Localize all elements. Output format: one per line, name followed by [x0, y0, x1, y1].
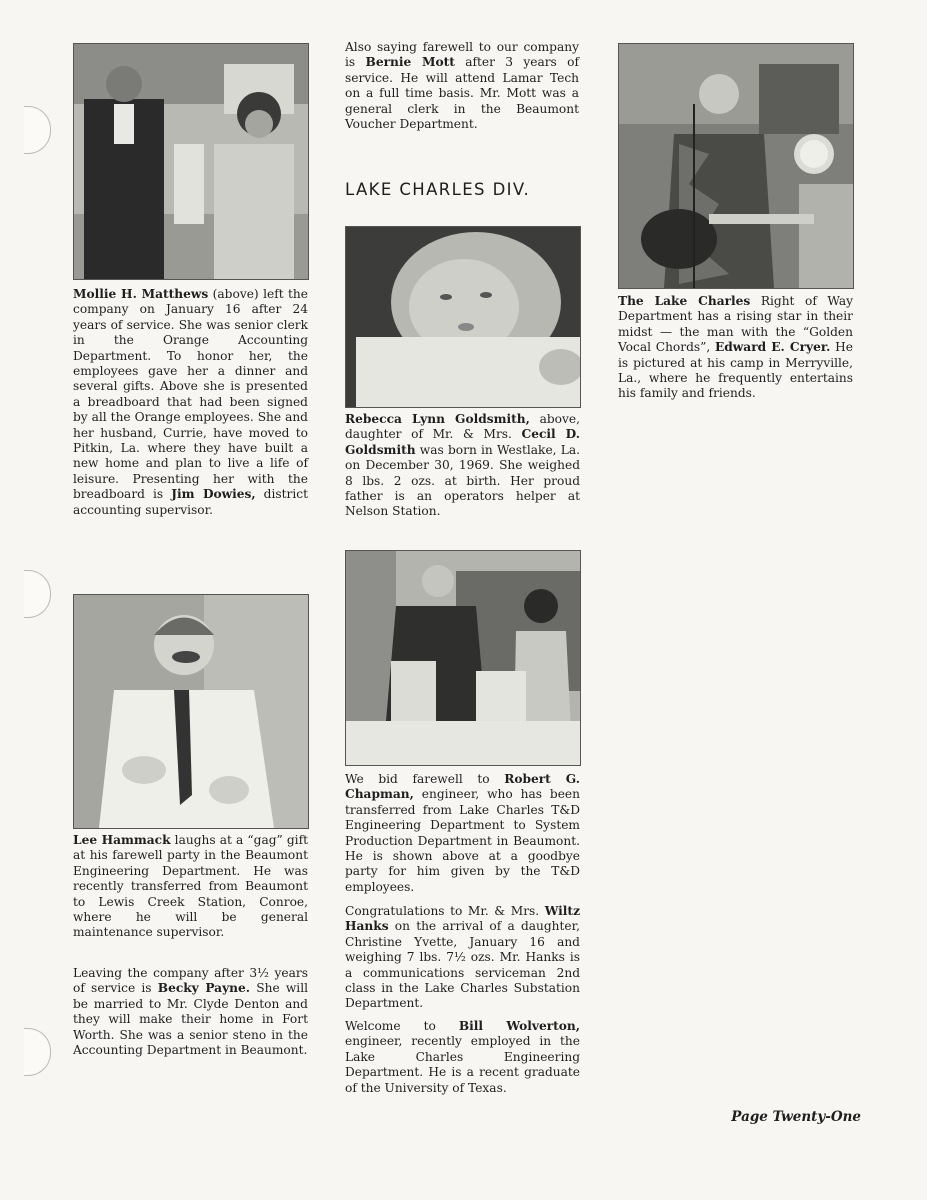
paragraph-mott	[345, 40, 579, 132]
caption-matthews-run: district accounting supervisor.	[73, 487, 308, 517]
punch-hole-bottom	[24, 1028, 51, 1076]
photo-matthews	[73, 43, 309, 280]
caption-goldsmith	[345, 412, 580, 520]
caption-matthews-run: Mollie H. Matthews	[73, 287, 209, 301]
caption-goldsmith-run: Rebecca Lynn Goldsmith,	[345, 412, 530, 426]
caption-hammack-run: Lee Hammack	[73, 833, 171, 847]
caption-chapman-run: Robert G. Chapman,	[345, 772, 581, 802]
punch-hole-top	[24, 106, 51, 154]
caption-chapman-run: We bid farewell to	[345, 772, 505, 786]
caption-mott-run: after 3 years of service. He will attend Lamar Tech on a full time basis. Mr. Mott was a general clerk in the Beaumont Voucher Department.	[345, 55, 580, 132]
caption-payne-run: Leaving the company after 3½ years of service is	[73, 966, 308, 996]
caption-matthews-run: Jim Dowies,	[171, 487, 256, 502]
caption-mott-run: Also saying farewell to our company is	[345, 40, 579, 70]
caption-hanks-run: Congratulations to Mr. & Mrs.	[345, 904, 545, 918]
section-heading: LAKE CHARLES DIV.	[345, 180, 531, 199]
caption-mott-run: Bernie Mott	[365, 55, 455, 70]
caption-payne-run: She will be married to Mr. Clyde Denton and they will make their home in Fort Worth. She was a senior steno in the Accounting Department in Beaumont.	[73, 981, 308, 1058]
caption-wolverton-run: Welcome to	[345, 1019, 459, 1033]
caption-hammack-run: laughs at a “gag” gift at his farewell party in the Beaumont Engineering Department. He was recently transferred from Beaumont to Lewis Creek Station, Conroe, where he will be general maintenance supervisor.	[73, 833, 308, 940]
photo-hammack	[73, 594, 309, 829]
caption-hammack	[73, 833, 308, 941]
caption-hanks-run: on the arrival of a daughter, Christine Yvette, January 16 and weighing 7 lbs. 7½ ozs. Mr. Hanks is a communications serviceman 2nd class in the Lake Charles Substation Department.	[345, 919, 580, 1011]
caption-matthews-run: (above) left the company on January 16 after 24 years of service. She was senior clerk in the Orange Accounting Department. To honor her, the employees gave her a dinner and several gifts. Above she is presented a breadboard that had been signed by all the Orange employees. She and her husband, Currie, have moved to Pitkin, La. where they have built a new home and plan to live a life of leisure. Presenting her with the breadboard is	[73, 287, 308, 502]
photo-cryer	[618, 43, 854, 289]
punch-hole-middle	[24, 570, 51, 618]
paragraph-wolverton	[345, 1019, 580, 1096]
paragraph-hanks	[345, 904, 580, 1012]
caption-wolverton-run: Bill Wolverton,	[458, 1019, 580, 1033]
caption-goldsmith-run: Cecil D. Goldsmith	[345, 427, 581, 457]
caption-wolverton-run: engineer, recently employed in the Lake Charles Engineering Department. He is a recent graduate of the University of Texas.	[345, 1034, 580, 1095]
caption-hanks-run: Wiltz Hanks	[345, 904, 580, 934]
caption-chapman-run: engineer, who has been transferred from Lake Charles T&D Engineering Department to System Production Department in Beaumont. He is shown above at a goodbye party for him given by the T&D employees.	[345, 787, 580, 894]
photo-goldsmith-baby	[345, 226, 581, 408]
caption-payne-run: Becky Payne.	[157, 981, 251, 996]
caption-cryer-run: Edward E. Cryer.	[715, 340, 831, 355]
caption-cryer	[618, 294, 853, 402]
caption-matthews	[73, 287, 308, 518]
caption-chapman	[345, 772, 580, 895]
paragraph-payne	[73, 966, 308, 1058]
caption-cryer-run: Right of Way Department has a rising star in their midst — the man with the “Golden Vocal Chords”,	[618, 294, 853, 355]
caption-goldsmith-run: was born in Westlake, La. on December 30, 1969. She weighed 8 lbs. 2 ozs. at birth. Her proud father is an operators helper at Nelson Station.	[345, 442, 580, 519]
photo-chapman	[345, 550, 581, 766]
caption-cryer-run: The Lake Charles	[618, 294, 751, 308]
page-number: Page Twenty-One	[731, 1109, 861, 1125]
caption-goldsmith-run: above, daughter of Mr. & Mrs.	[345, 412, 580, 442]
caption-cryer-run: He is pictured at his camp in Merryville, La., where he frequently entertains his family and friends.	[618, 340, 853, 401]
